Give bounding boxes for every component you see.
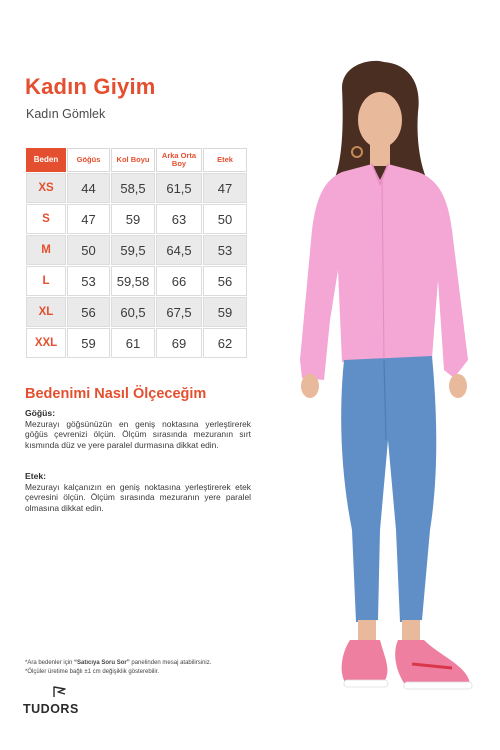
- size-table: [25, 147, 248, 359]
- column-header: Göğüs: [67, 148, 110, 172]
- table-cell: 50: [203, 204, 247, 234]
- table-cell: 63: [156, 204, 202, 234]
- table-cell: 64,5: [156, 235, 202, 265]
- size-cell: XS: [26, 173, 66, 203]
- size-cell: L: [26, 266, 66, 296]
- table-cell: 59: [111, 204, 155, 234]
- page-subtitle: Kadın Gömlek: [26, 107, 106, 121]
- table-row: [26, 173, 247, 203]
- table-cell: 66: [156, 266, 202, 296]
- table-cell: 61: [111, 328, 155, 358]
- table-cell: 58,5: [111, 173, 155, 203]
- sneakers-shape: [342, 640, 472, 689]
- model-photo: [272, 60, 500, 720]
- table-cell: 56: [67, 297, 110, 327]
- table-row: [26, 235, 247, 265]
- table-cell: 61,5: [156, 173, 202, 203]
- footnote-text: *Ara bedenler için: [25, 660, 75, 666]
- shirt-shape: [300, 164, 468, 380]
- skirt-label: Etek:: [25, 471, 47, 481]
- table-cell: 47: [67, 204, 110, 234]
- table-cell: 59: [203, 297, 247, 327]
- column-header: Beden: [26, 148, 66, 172]
- table-cell: 62: [203, 328, 247, 358]
- table-cell: 59,5: [111, 235, 155, 265]
- table-row: [26, 297, 247, 327]
- table-cell: 50: [67, 235, 110, 265]
- table-cell: 53: [67, 266, 110, 296]
- footnote-2: *Ölçüler üretime bağlı ±1 cm değişiklik gösterebilir.: [25, 669, 160, 675]
- table-row: [26, 328, 247, 358]
- brand-logo: [23, 686, 93, 716]
- size-cell: XXL: [26, 328, 66, 358]
- column-header: Kol Boyu: [111, 148, 155, 172]
- table-cell: 60,5: [111, 297, 155, 327]
- flag-icon: [53, 686, 67, 698]
- table-cell: 59,58: [111, 266, 155, 296]
- table-cell: 53: [203, 235, 247, 265]
- column-header: Arka Orta Boy: [156, 148, 202, 172]
- table-row: [26, 266, 247, 296]
- table-cell: 67,5: [156, 297, 202, 327]
- size-cell: M: [26, 235, 66, 265]
- table-cell: 47: [203, 173, 247, 203]
- jeans-shape: [341, 356, 436, 622]
- chest-instructions: [25, 408, 251, 450]
- footnote-1: [25, 659, 211, 668]
- footnotes: [25, 659, 211, 677]
- size-cell: S: [26, 204, 66, 234]
- footnote-emphasis: “Satıcıya Soru Sor”: [74, 660, 130, 666]
- table-cell: 44: [67, 173, 110, 203]
- footnote-text: panelinden mesaj atabilirsiniz.: [129, 660, 212, 666]
- table-header-row: [26, 148, 247, 172]
- skirt-instructions: [25, 471, 251, 513]
- table-cell: 56: [203, 266, 247, 296]
- column-header: Etek: [203, 148, 247, 172]
- size-cell: XL: [26, 297, 66, 327]
- chest-label: Göğüs:: [25, 408, 56, 418]
- table-row: [26, 204, 247, 234]
- chest-text: Mezurayı göğsünüzün en geniş noktasına yerleştirerek göğüs çevrenizi ölçün. Ölçüm sırasında mezuranın sırt kısmında düz ve yere paralel durmasına dikkat edin.: [25, 418, 251, 450]
- brand-name: TUDORS: [23, 702, 79, 716]
- measure-title: Bedenimi Nasıl Ölçeceğim: [25, 386, 207, 402]
- page-title: Kadın Giyim: [25, 74, 156, 99]
- table-cell: 69: [156, 328, 202, 358]
- skirt-text: Mezurayı kalçanızın en geniş noktasına yerleştirerek etek çevresini ölçün. Ölçüm sırasında mezuranın yere paralel olmasına dikkat edin.: [25, 481, 251, 513]
- table-cell: 59: [67, 328, 110, 358]
